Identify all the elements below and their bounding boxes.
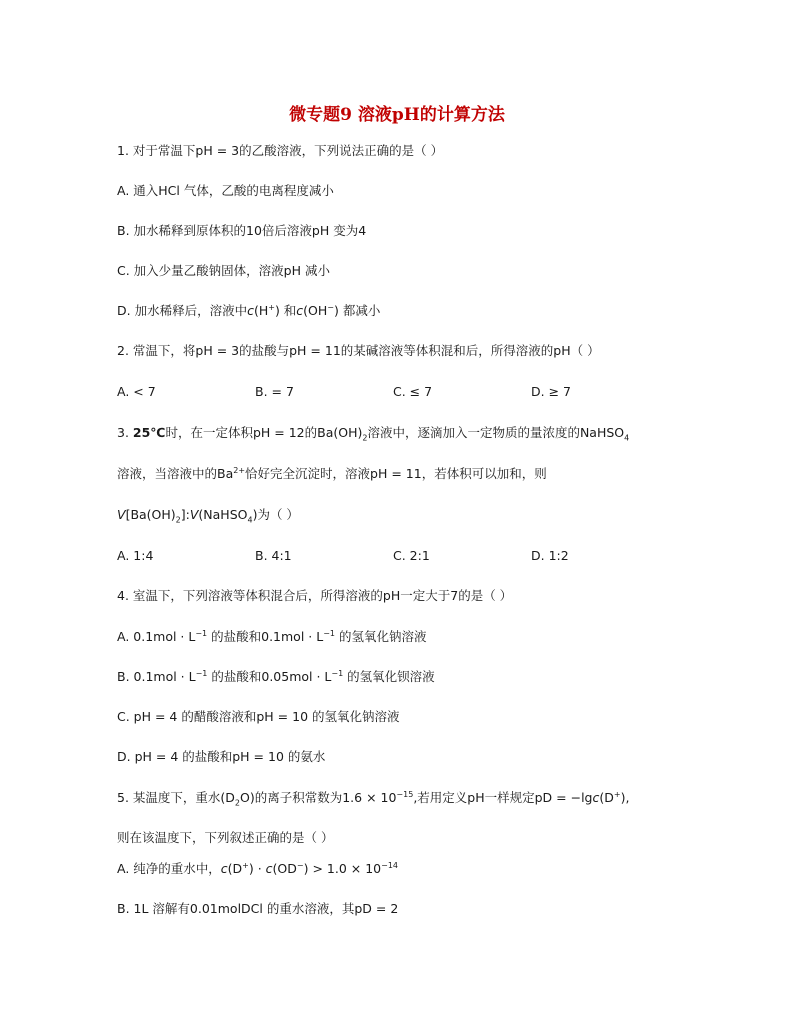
q3-option-a: A. 1:4 bbox=[117, 548, 154, 563]
q2-option-a: A. < 7 bbox=[117, 384, 156, 399]
q5-stem-line1: 5. 某温度下，重水$(D_2O)$的离子积常数为$1.6 \times 10^{-15}$,若用定义pH一样规定pD = −lgc(D+), bbox=[117, 789, 630, 808]
q2-option-d: D. ≥ 7 bbox=[531, 384, 571, 399]
q3-option-c: C. 2:1 bbox=[393, 548, 430, 563]
q3-stem-line3: $V[Ba(OH)_2]:V(NaHSO_4)$为（ ） bbox=[117, 507, 299, 525]
page-title: 微专题9 溶液pH的计算方法 bbox=[289, 105, 505, 125]
q5-option-a: A. 纯净的重水中，$c(D^+) \cdot c(OD^-) > 1.0 \times 10^{-14}$ bbox=[117, 860, 398, 876]
q1-option-b: B. 加水稀释到原体积的10倍后溶液pH 变为4 bbox=[117, 223, 367, 238]
q4-option-b: B. $0.1mol \cdot L^{-1}$ 的盐酸和$0.05mol \cdot L^{-1}$ 的氢氧化钡溶液 bbox=[117, 668, 435, 684]
q1-stem: 1. 对于常温下pH = 3的乙酸溶液，下列说法正确的是（ ） bbox=[117, 143, 444, 158]
q1-option-a: A. 通入HCl 气体，乙酸的电离程度减小 bbox=[117, 183, 334, 198]
q2-option-c: C. ≤ 7 bbox=[393, 384, 433, 399]
q4-option-a: A. $0.1mol \cdot L^{-1}$ 的盐酸和$0.1mol \cdot L^{-1}$ 的氢氧化钠溶液 bbox=[117, 628, 427, 644]
q2-option-b: B. = 7 bbox=[255, 384, 294, 399]
q3-option-d: D. 1:2 bbox=[531, 548, 569, 563]
q4-option-c: C. pH = 4 的醋酸溶液和pH = 10 的氢氧化钠溶液 bbox=[117, 709, 400, 724]
q2-stem: 2. 常温下，将pH = 3的盐酸与pH = 11的某碱溶液等体积混和后，所得溶液的pH（ ） bbox=[117, 343, 600, 358]
q1-option-c: C. 加入少量乙酸钠固体，溶液pH 减小 bbox=[117, 263, 330, 278]
q4-stem: 4. 室温下，下列溶液等体积混合后，所得溶液的pH一定大于7的是（ ） bbox=[117, 588, 513, 603]
q1-option-d: D. 加水稀释后，溶液中c(H+) 和c(OH−) 都减小 bbox=[117, 302, 381, 318]
q3-stem-line2: 溶液，当溶液中的$Ba^{2+}$恰好完全沉淀时，溶液pH = 11，若体积可以加和，则 bbox=[117, 465, 547, 481]
q4-option-d: D. pH = 4 的盐酸和pH = 10 的氨水 bbox=[117, 749, 326, 764]
q3-stem-line1: 3. 25℃时，在一定体积pH = 12的$Ba(OH)_2$溶液中，逐滴加入一定物质的量浓度的NaHSO$_4$ bbox=[117, 425, 630, 443]
q5-option-b: B. 1L 溶解有0.01molDCl 的重水溶液，其pD = 2 bbox=[117, 901, 399, 916]
q5-stem-line2: 则在该温度下，下列叙述正确的是（ ） bbox=[117, 830, 334, 845]
q3-option-b: B. 4:1 bbox=[255, 548, 292, 563]
